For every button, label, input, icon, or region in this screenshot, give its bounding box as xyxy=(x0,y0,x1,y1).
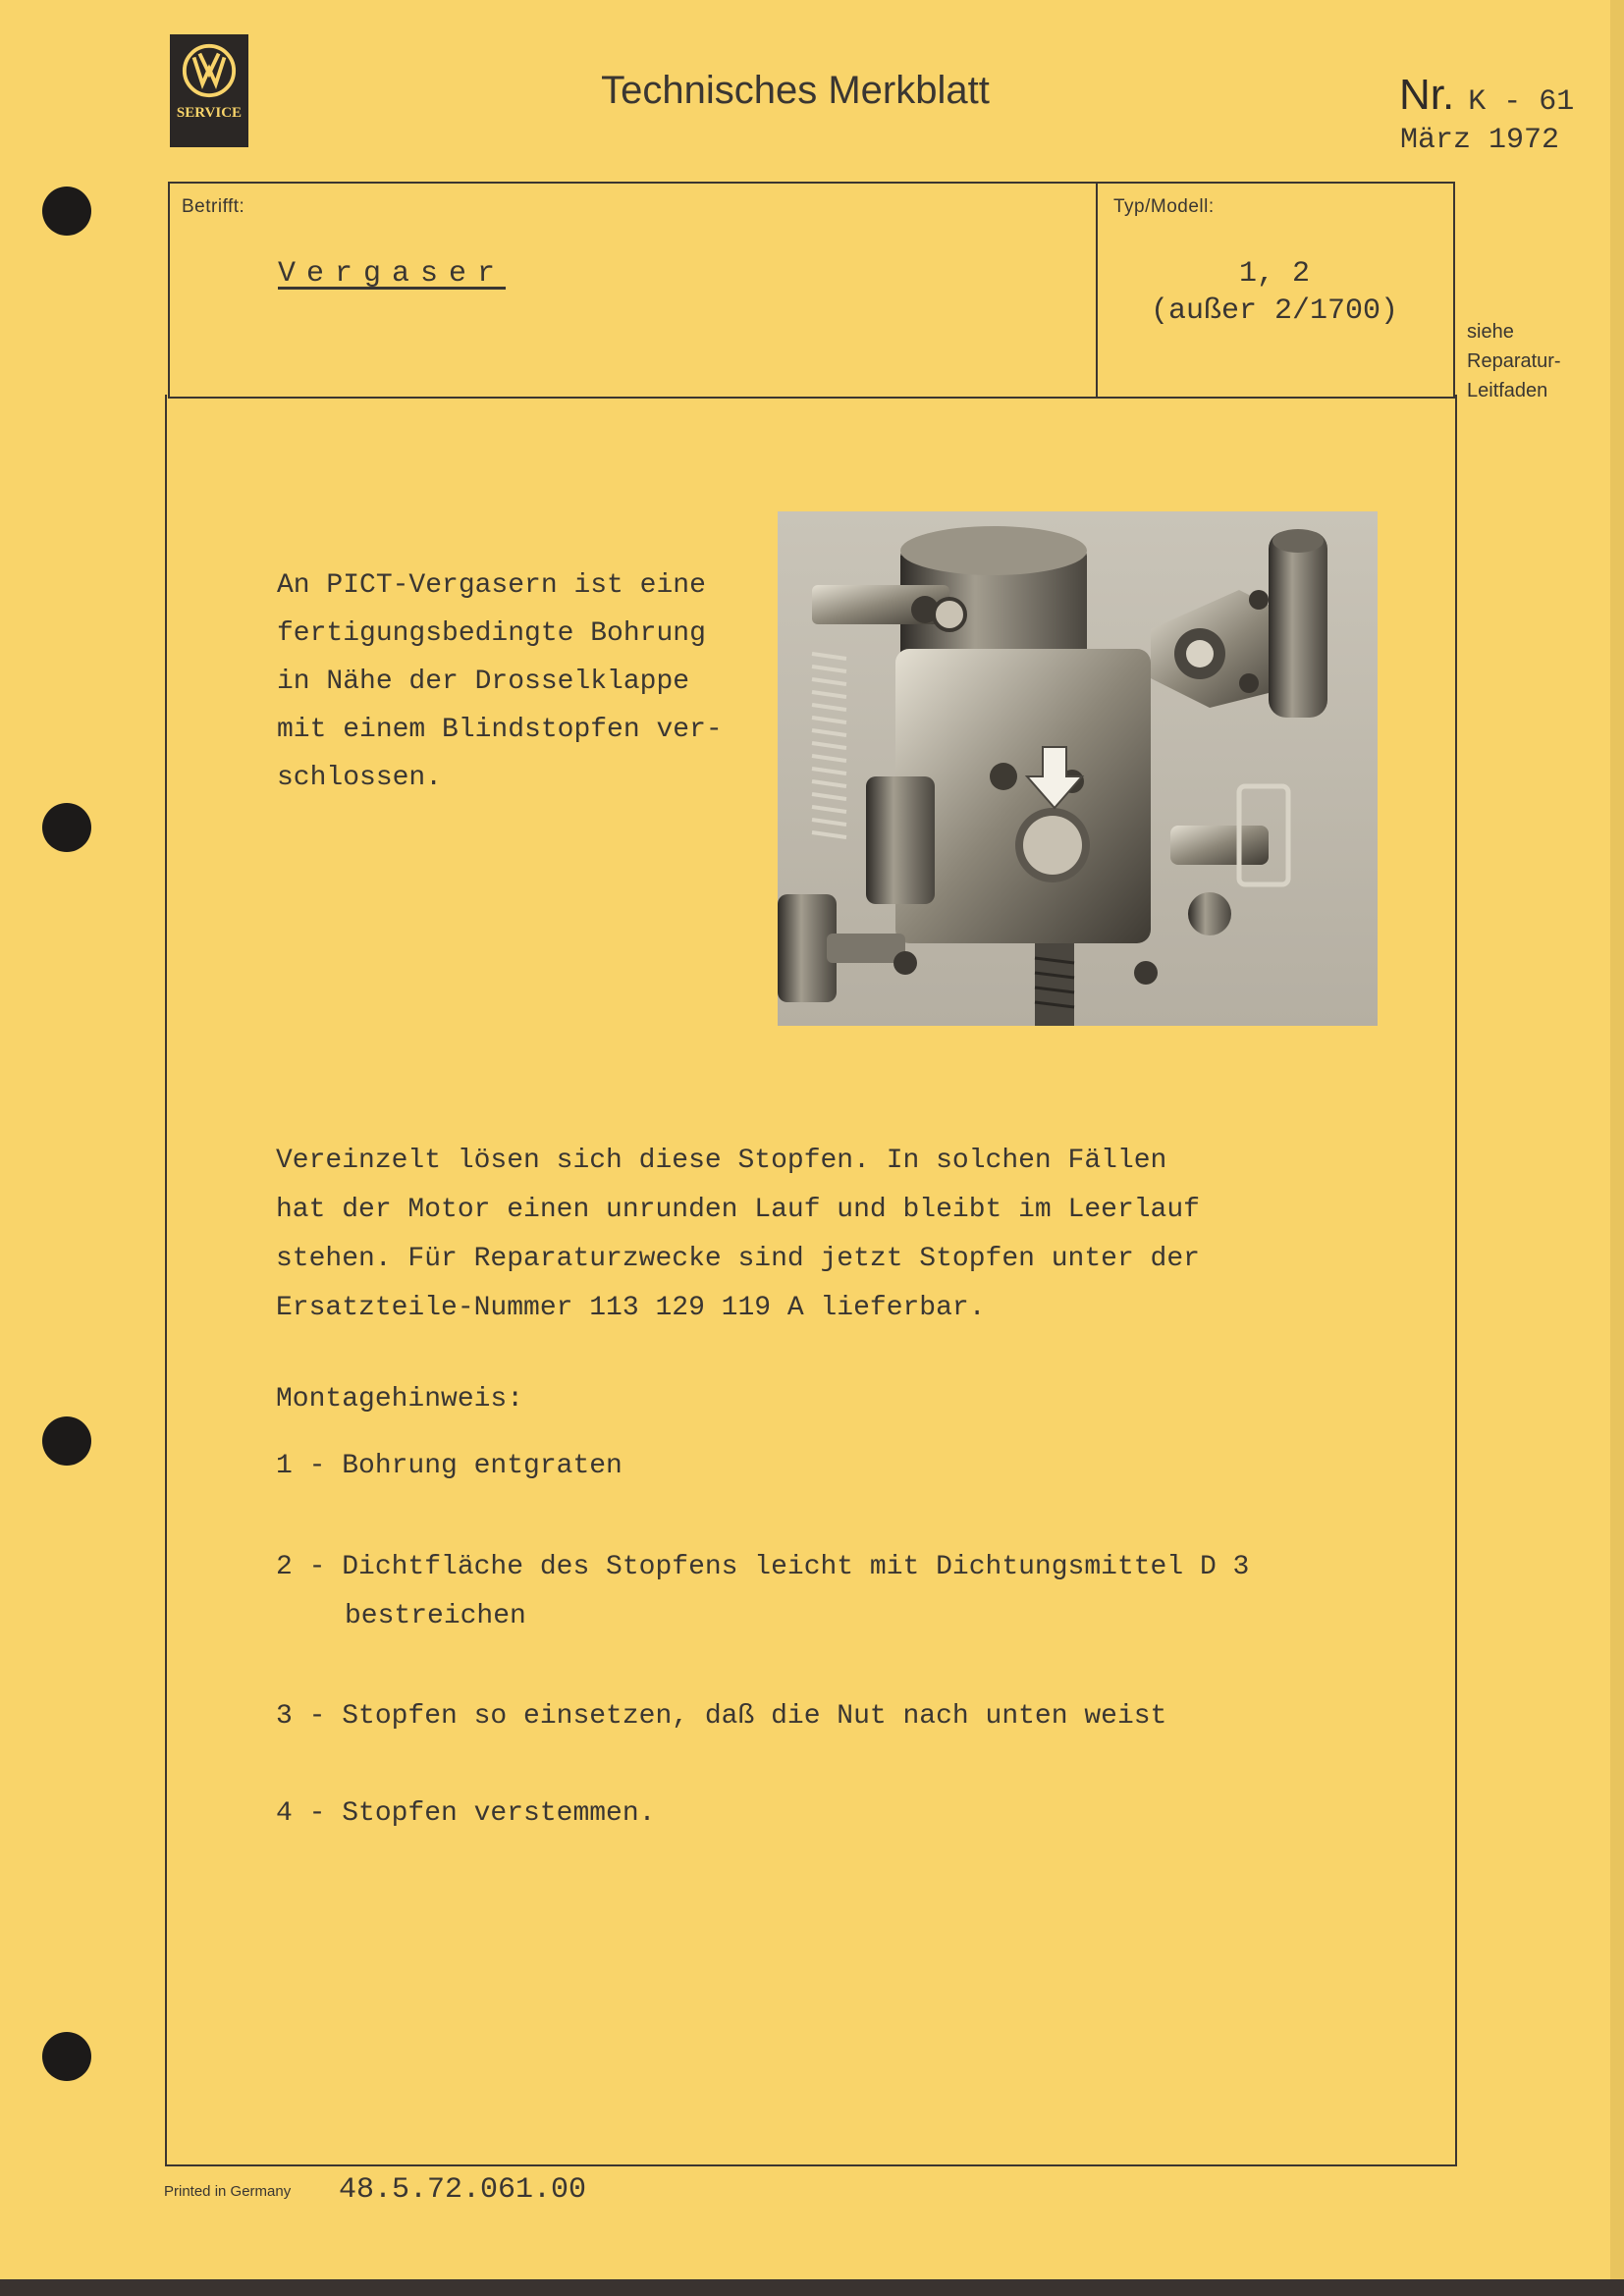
intro-text xyxy=(277,561,768,802)
body-paragraph xyxy=(276,1137,1307,1333)
intro-line: mit einem Blindstopfen ver- xyxy=(277,715,723,745)
step-2: 2 - Dichtfläche des Stopfens leicht mit Dichtungsmittel D 3 xyxy=(276,1552,1250,1582)
step-1: 1 - Bohrung entgraten xyxy=(276,1451,623,1481)
siehe-note xyxy=(1467,317,1561,405)
body-line: Vereinzelt lösen sich diese Stopfen. In solchen Fällen xyxy=(276,1146,1167,1176)
nr-value: K - 61 xyxy=(1468,85,1575,119)
step-3: 3 - Stopfen so einsetzen, daß die Nut nach unten weist xyxy=(276,1701,1167,1732)
body-line: hat der Motor einen unrunden Lauf und bleibt im Leerlauf xyxy=(276,1195,1200,1225)
step-2-continued: bestreichen xyxy=(345,1601,526,1631)
intro-line: schlossen. xyxy=(277,763,443,793)
paper-edge xyxy=(1610,0,1624,2296)
montage-heading: Montagehinweis: xyxy=(276,1384,524,1415)
body-line: stehen. Für Reparaturzwecke sind jetzt Stopfen unter der xyxy=(276,1244,1200,1274)
print-code: 48.5.72.061.00 xyxy=(339,2173,587,2207)
nr-label: Nr. xyxy=(1399,71,1455,119)
punch-hole xyxy=(42,187,91,236)
siehe-line: Leitfaden xyxy=(1467,380,1548,401)
punch-hole xyxy=(42,2032,91,2081)
document-number xyxy=(1399,71,1574,120)
betrifft-value: Vergaser xyxy=(278,257,507,291)
scan-border xyxy=(0,2279,1624,2296)
typ-value-line2: (außer 2/1700) xyxy=(1150,294,1399,328)
logo-service-text: SERVICE xyxy=(176,105,243,121)
punch-hole xyxy=(42,803,91,852)
siehe-line: siehe xyxy=(1467,321,1514,343)
vw-service-logo xyxy=(170,34,248,147)
intro-line: fertigungsbedingte Bohrung xyxy=(277,618,706,649)
body-line: Ersatzteile-Nummer 113 129 119 A lieferbar. xyxy=(276,1293,986,1323)
siehe-line: Reparatur- xyxy=(1467,350,1561,372)
document-date: März 1972 xyxy=(1400,124,1560,157)
punch-hole xyxy=(42,1416,91,1466)
document-title: Technisches Merkblatt xyxy=(601,69,990,112)
intro-line: in Nähe der Drosselklappe xyxy=(277,667,690,697)
carburetor-photo xyxy=(778,511,1378,1026)
vw-logo-icon xyxy=(181,42,238,99)
betrifft-label: Betrifft: xyxy=(182,196,245,217)
typ-value-line1: 1, 2 xyxy=(1238,257,1310,291)
printed-in-germany: Printed in Germany xyxy=(164,2183,292,2200)
intro-line: An PICT-Vergasern ist eine xyxy=(277,570,706,601)
typ-label: Typ/Modell: xyxy=(1113,196,1215,217)
step-4: 4 - Stopfen verstemmen. xyxy=(276,1798,656,1829)
